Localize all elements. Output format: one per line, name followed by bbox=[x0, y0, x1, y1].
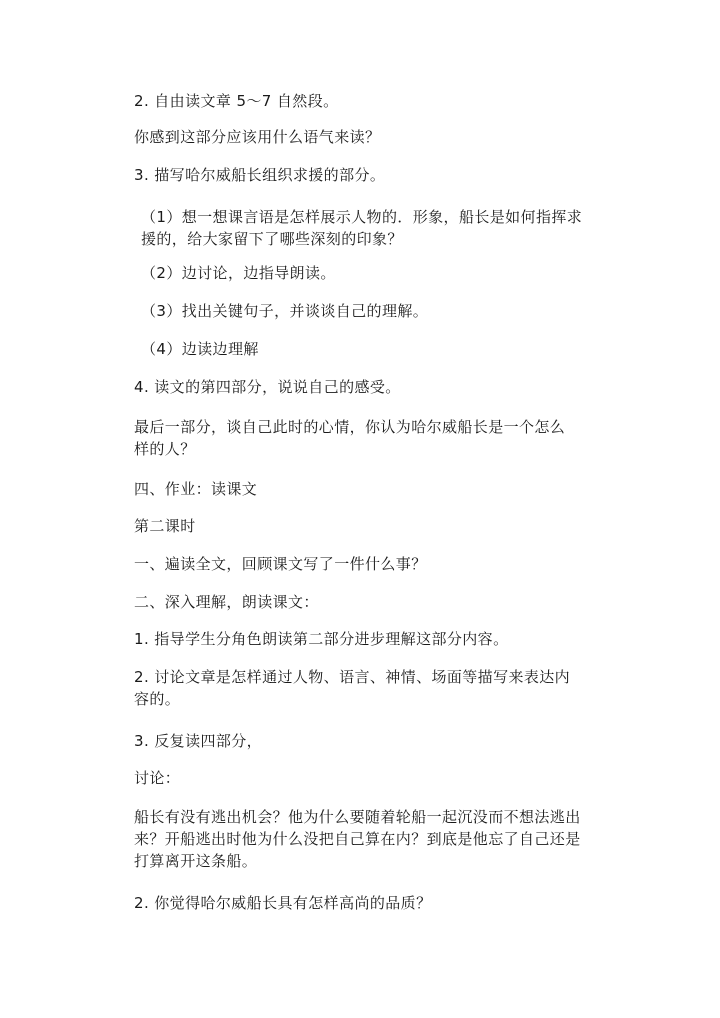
paragraph-18: 船长有没有逃出机会？他为什么要随着轮船一起沉没而不想法逃出来？开船逃出时他为什么没把自己算在内？到底是他忘了自己还是打算离开这条船。 bbox=[134, 808, 581, 870]
paragraph-7: （4）边读边理解 bbox=[141, 340, 259, 358]
paragraph-13: 二、深入理解，朗读课文： bbox=[134, 593, 319, 611]
paragraph-10: 四、作业：读课文 bbox=[134, 480, 258, 498]
paragraph-11: 第二课时 bbox=[134, 517, 196, 535]
paragraph-17: 讨论： bbox=[134, 769, 181, 787]
paragraph-4: （1）想一想课言语是怎样展示人物的．形象，船长是如何指挥求援的，给大家留下了哪些深刻的印象？ bbox=[141, 208, 583, 248]
paragraph-12: 一、遍读全文，回顾课文写了一件什么事？ bbox=[134, 555, 427, 573]
paragraph-8: 4. 读文的第四部分，说说自己的感受。 bbox=[134, 378, 401, 396]
paragraph-2: 你感到这部分应该用什么语气来读？ bbox=[134, 128, 381, 146]
paragraph-15: 2. 讨论文章是怎样通过人物、语言、神情、场面等描写来表达内容的。 bbox=[134, 668, 571, 708]
paragraph-6: （3）找出关键句子，并谈谈自己的理解。 bbox=[141, 302, 429, 320]
paragraph-3: 3. 描写哈尔威船长组织求援的部分。 bbox=[134, 166, 386, 184]
paragraph-9: 最后一部分，谈自己此时的心情，你认为哈尔威船长是一个怎么样的人？ bbox=[134, 418, 566, 458]
paragraph-1: 2. 自由读文章 5～7 自然段。 bbox=[134, 92, 339, 110]
paragraph-14: 1. 指导学生分角色朗读第二部分进步理解这部分内容。 bbox=[134, 630, 509, 648]
paragraph-5: （2）边讨论，边指导朗读。 bbox=[141, 264, 336, 282]
paragraph-19: 2. 你觉得哈尔威船长具有怎样高尚的品质？ bbox=[134, 894, 432, 912]
paragraph-16: 3. 反复读四部分， bbox=[134, 732, 263, 750]
